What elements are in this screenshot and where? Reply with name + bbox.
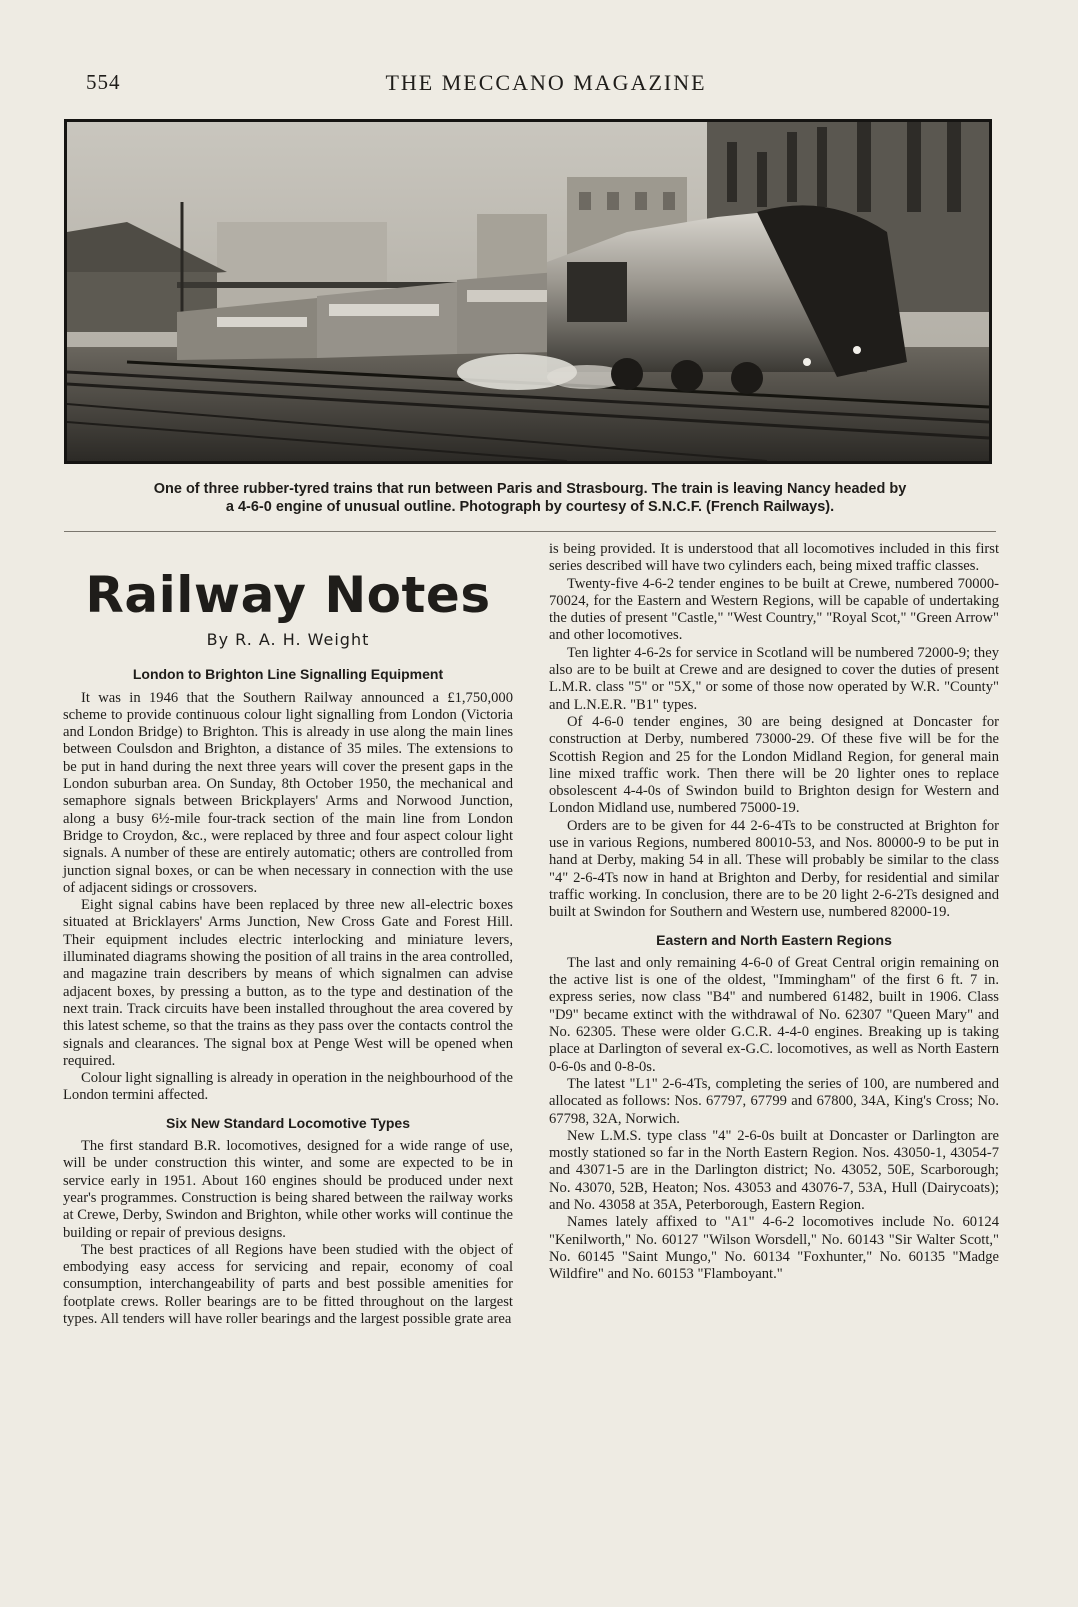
left-column	[63, 548, 513, 1328]
section-heading-eastern-regions: Eastern and North Eastern Regions	[656, 931, 892, 948]
paragraph: Of 4-6-0 tender engines, 30 are being designed at Doncaster for construction at Derby, numbered 73000-29. Of these five will be for the Scottish Region and 25 for the London Midland Region, for general main line mixed traffic work. Then there will be 20 lighter ones to replace obsolescent 4-4-0s of Swindon build to Brighton design for Western and London Midland use, numbered 75000-19.	[549, 713, 999, 817]
caption-line-1: One of three rubber-tyred trains that run between Paris and Strasbourg. The train is leaving Nancy headed by	[153, 481, 907, 497]
paragraph: Ten lighter 4-6-2s for service in Scotland will be numbered 72000-9; they also are to be built at Crewe and are designed to cover the duties of present L.M.R. class "5" or "5X," or some of those now operated by W.R. "County" and L.N.E.R. "B1" types.	[549, 644, 999, 713]
right-column	[549, 541, 999, 1283]
paragraph: Names lately affixed to "A1" 4-6-2 locomotives include No. 60124 "Kenilworth," No. 60127 "Wilson Worsdell," No. 60143 "Sir Walter Scott," No. 60145 "Saint Mungo," No. 60134 "Foxhunter," No. 60135 "Madge Wildfire" and No. 60153 "Flamboyant."	[549, 1214, 999, 1283]
section-heading-locomotive-types: Six New Standard Locomotive Types	[165, 1114, 411, 1131]
section-heading-signalling: London to Brighton Line Signalling Equipment	[132, 666, 444, 683]
paragraph-continued: is being provided. It is understood that all locomotives included in this first series described will have two cylinders each, being mixed traffic classes.	[549, 541, 999, 575]
page-header	[86, 70, 1006, 100]
photo-caption	[60, 480, 1000, 516]
paragraph: New L.M.S. type class "4" 2-6-0s built at Doncaster or Darlington are mostly stationed so far in the North Eastern Region. Nos. 43050-1, 43054-7 and 43071-5 are in the Darlington district; No. 43052, 50E, Scarborough; No. 43070, 52B, Heaton; Nos. 43053 and 43076-7, 53A, Hull (Dairycoats); and No. 43058 at 35A, Peterborough, Eastern Region.	[549, 1127, 999, 1213]
caption-line-2: a 4-6-0 engine of unusual outline. Photograph by courtesy of S.N.C.F. (French Railways).	[225, 499, 835, 515]
paragraph: The latest "L1" 2-6-4Ts, completing the series of 100, are numbered and allocated as follows: Nos. 67797, 67799 and 67800, 34A, King's Cross; No. 67798, 32A, Norwich.	[549, 1075, 999, 1127]
article-byline: By R. A. H. Weight	[206, 630, 370, 649]
paragraph: Colour light signalling is already in operation in the neighbourhood of the London termini affected.	[63, 1070, 513, 1104]
paragraph: The first standard B.R. locomotives, designed for a wide range of use, will be under construction this winter, and some are expected to be in service early in 1951. About 160 engines should be produced under next year's programmes. Construction is being shared between the railway works at Crewe, Derby, Swindon and Brighton, while other works will continue the building or repair of previous designs.	[63, 1138, 513, 1241]
caption-divider	[64, 531, 996, 532]
paragraph: The best practices of all Regions have been studied with the object of embodying easy access for servicing and repair, economy of coal consumption, interchangeability of parts and best possible amenities for footplate crews. Roller bearings are to be fitted throughout on the largest types. All tenders will have roller bearings and the largest possible grate area	[63, 1241, 513, 1327]
paragraph: It was in 1946 that the Southern Railway announced a £1,750,000 scheme to provide continuous colour light signalling from London (Victoria and London Bridge) to Brighton. This is already in use along the main lines between Coulsdon and Brighton, a distance of 35 miles. The extensions to be put in hand during the next three years will cover the present gaps in the London suburban area. On Sunday, 8th October 1950, the mechanical and semaphore signals between Brickplayers' Arms and Norwood Junction, along a busy 6½-mile four-track section of the main line from London Bridge to Croydon, &c., were replaced by three and four aspect colour light signals. A number of these are entirely automatic; others are controlled from junction signal boxes, or can be when necessary in connection with the use of adjacent sidings or crossovers.	[63, 689, 513, 896]
article-title: Railway Notes	[85, 566, 491, 624]
paragraph: Twenty-five 4-6-2 tender engines to be built at Crewe, numbered 70000-70024, for the Eastern and Western Regions, will be capable of undertaking the duties of present "Castle," "West Country," "Royal Scot," "Green Arrow" and other locomotives.	[549, 575, 999, 644]
paragraph: The last and only remaining 4-6-0 of Great Central origin remaining on the active list is one of the oldest, "Immingham" of the first 6 ft. 7 in. express series, now class "B4" and numbered 61482, built in 1906. Class "D9" became extinct with the withdrawal of No. 62307 "Queen Mary" and No. 62305. These were older G.C.R. 4-4-0 engines. Breaking up is taking place at Darlington of several ex-G.C. locomotives, as well as North Eastern 0-6-0s and 0-8-0s.	[549, 954, 999, 1075]
magazine-title: THE MECCANO MAGAZINE	[385, 70, 707, 95]
paragraph: Eight signal cabins have been replaced by three new all-electric boxes situated at Bricklayers' Arms Junction, New Cross Gate and Forest Hill. Their equipment includes electric interlocking and miniature levers, illuminated diagrams showing the position of all trains in the area controlled, and magazine train describers by means of which signalmen can advise adjacent boxes, by pressing a button, as to the type and destination of the next train. Track circuits have been installed throughout the area covered by this latest scheme, so that the trains as they pass over the contacts control the signals and clearances. The signal box at Penge West will be opened when required.	[63, 897, 513, 1069]
train-photo-illustration	[67, 122, 989, 461]
page-number: 554	[86, 70, 121, 94]
train-photograph	[64, 119, 992, 464]
paragraph: Orders are to be given for 44 2-6-4Ts to be constructed at Brighton for use in various Regions, numbered 80010-53, and Nos. 80000-9 to be put in hand at Derby, making 54 in all. These will probably be similar to the class "4" 2-6-4Ts now in hand at Brighton and Derby, for residential and similar traffic working. In conclusion, there are to be 20 light 2-6-2Ts designed and built at Swindon for Southern and Western use, numbered 82000-19.	[549, 817, 999, 921]
